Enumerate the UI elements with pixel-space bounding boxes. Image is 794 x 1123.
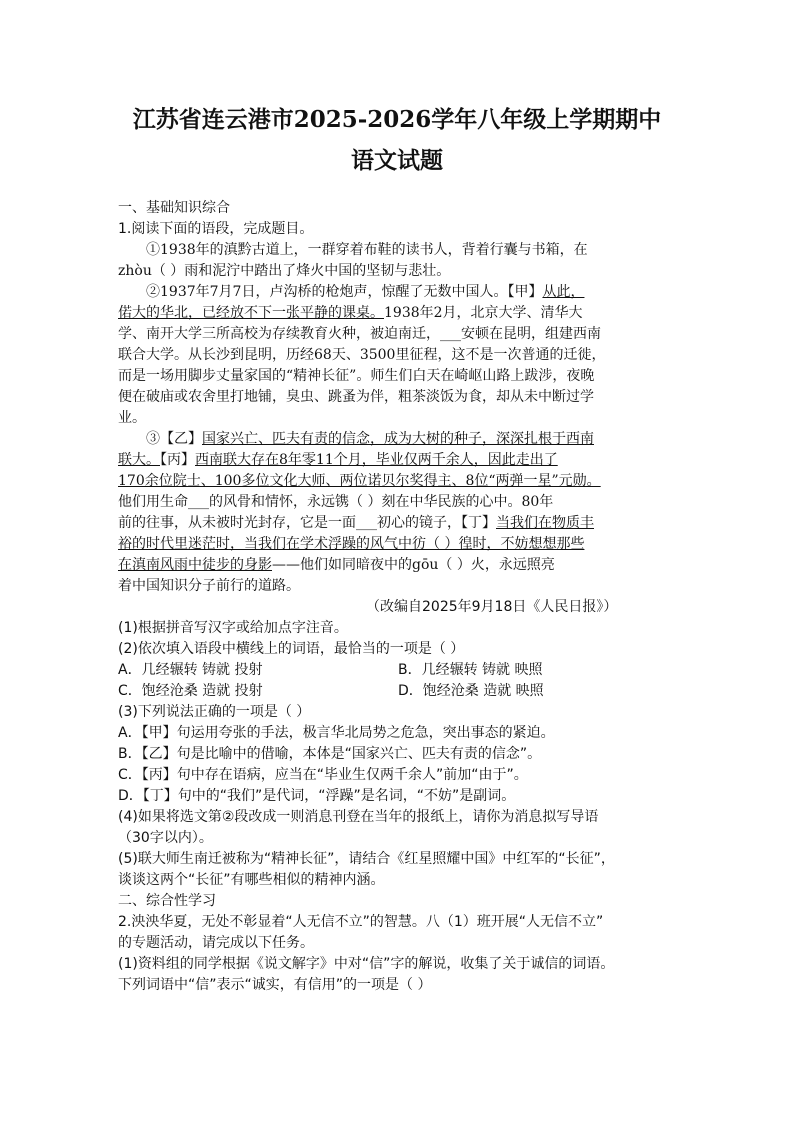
section-heading: 二、综合性学习 xyxy=(118,893,216,909)
sentence-bing: 170余位院士、100多位文化大师、两位诺贝尔奖得主、8位“两弹一星”元勋。 xyxy=(118,473,601,489)
passage-text: 【丙】 xyxy=(160,452,195,468)
passage-line xyxy=(118,450,558,471)
option-a: A．几经辗转 铸就 投射 xyxy=(118,662,263,678)
sentence-bing: 西南联大存在8年零11个月，毕业仅两千余人，因此走出了 xyxy=(195,452,558,468)
option-d: D．饱经沧桑 造就 映照 xyxy=(398,683,544,699)
option-b: B．【乙】句是比喻中的借喻，本体是“国家兴亡、匹夫有责的信念”。 xyxy=(118,746,542,762)
sub-question: (2)依次填入语段中横线上的词语，最恰当的一项是（ ） xyxy=(118,641,465,657)
option-d: D．【丁】句中的“我们”是代词，“浮躁”是名词，“不妨”是副词。 xyxy=(118,788,516,804)
sentence-jia: 偌大的华北，已经放不下一张平静的课桌。 xyxy=(118,305,384,321)
passage-line: 联合大学。从长沙到昆明，历经68天、3500里征程，这不是一次普通的迁徙， xyxy=(118,347,606,363)
sentence-ding: 当我们在物质丰 xyxy=(496,515,594,531)
option-c: C．【丙】句中存在语病，应当在“毕业生仅两千余人”前加“由于”。 xyxy=(118,767,528,783)
source-note: （改编自2025年9月18日《人民日报》） xyxy=(366,599,618,615)
question-stem: 1.阅读下面的语段，完成题目。 xyxy=(118,221,314,237)
passage-line: zhòu（ ）雨和泥泞中踏出了烽火中国的坚韧与悲壮。 xyxy=(118,263,451,279)
sub-question: （30字以内）。 xyxy=(118,830,213,846)
sub-question: (4)如果将选文第②段改成一则消息刊登在当年的报纸上，请你为消息拟写导语 xyxy=(118,809,599,825)
passage-text: 1938年2月，北京大学、清华大 xyxy=(384,305,583,321)
passage-line xyxy=(118,555,555,576)
passage-text: 前的往事，从未被时光封存，它是一面___初心的镜子，【丁】 xyxy=(118,515,496,531)
sentence-yi: 国家兴亡、匹夫有责的信念，成为大树的种子，深深扎根于西南 xyxy=(202,431,594,447)
question-stem: 的专题活动，请完成以下任务。 xyxy=(118,935,314,951)
passage-line: 而是一场用脚步丈量家国的“精神长征”。师生们白天在崎岖山路上跋涉，夜晚 xyxy=(118,368,595,384)
passage-line xyxy=(146,429,594,450)
sub-question: (5)联大师生南迁被称为“精神长征”，请结合《红星照耀中国》中红军的“长征”， xyxy=(118,851,615,867)
passage-line: 他们用生命___的风骨和情怀，永远镌（ ）刻在中华民族的心中。80年 xyxy=(118,494,554,510)
sentence-ding: 在滇南风雨中徒步的身影 xyxy=(118,557,272,573)
passage-line: ①1938年的滇黔古道上，一群穿着布鞋的读书人，背着行囊与书箱，在 xyxy=(146,242,588,258)
passage-text: ——他们如同暗夜中的gōu（ ）火，永远照亮 xyxy=(272,557,555,573)
sub-question: 谈谈这两个“长征”有哪些相似的精神内涵。 xyxy=(118,872,385,888)
option-b: B．几经辗转 铸就 映照 xyxy=(398,662,543,678)
sentence-ding: 裕的时代里迷茫时，当我们在学术浮躁的风气中彷（ ）徨时，不妨想想那些 xyxy=(118,536,585,552)
passage-line: 便在破庙或农舍里打地铺，臭虫、跳蚤为伴，粗茶淡饭为食，却从未中断过学 xyxy=(118,389,594,405)
passage-line xyxy=(118,513,594,534)
passage-text: ③【乙】 xyxy=(146,431,202,447)
sentence-yi: 联大。 xyxy=(118,452,160,468)
exam-title: 江苏省连云港市2025-2026学年八年级上学期期中 xyxy=(132,106,662,133)
sub-question: (1)资料组的同学根据《说文解字》中对“信”字的解说，收集了关于诚信的词语。 xyxy=(118,956,615,972)
sub-question: (3)下列说法正确的一项是（ ） xyxy=(118,704,311,720)
sub-question: 下列词语中“信”表示“诚实，有信用”的一项是（ ） xyxy=(118,977,432,993)
section-heading: 一、基础知识综合 xyxy=(118,200,230,216)
question-stem: 2.泱泱华夏，无处不彰显着“人无信不立”的智慧。八（1）班开展“人无信不立” xyxy=(118,914,604,930)
passage-line: 学、南开大学三所高校为存续教育火种，被迫南迁，___安顿在昆明，组建西南 xyxy=(118,326,601,342)
passage-line: 业。 xyxy=(118,410,146,426)
passage-text: ②1937年7月7日，卢沟桥的枪炮声，惊醒了无数中国人。【甲】 xyxy=(146,284,543,300)
option-a: A．【甲】句运用夸张的手法，极言华北局势之危急，突出事态的紧迫。 xyxy=(118,725,555,741)
exam-subtitle: 语文试题 xyxy=(351,147,443,174)
passage-line xyxy=(146,282,584,303)
sub-question: (1)根据拼音写汉字或给加点字注音。 xyxy=(118,620,348,636)
option-c: C．饱经沧桑 造就 投射 xyxy=(118,683,263,699)
sentence-jia: 从此， xyxy=(542,284,585,300)
passage-line xyxy=(118,303,583,324)
passage-line: 着中国知识分子前行的道路。 xyxy=(118,578,300,594)
